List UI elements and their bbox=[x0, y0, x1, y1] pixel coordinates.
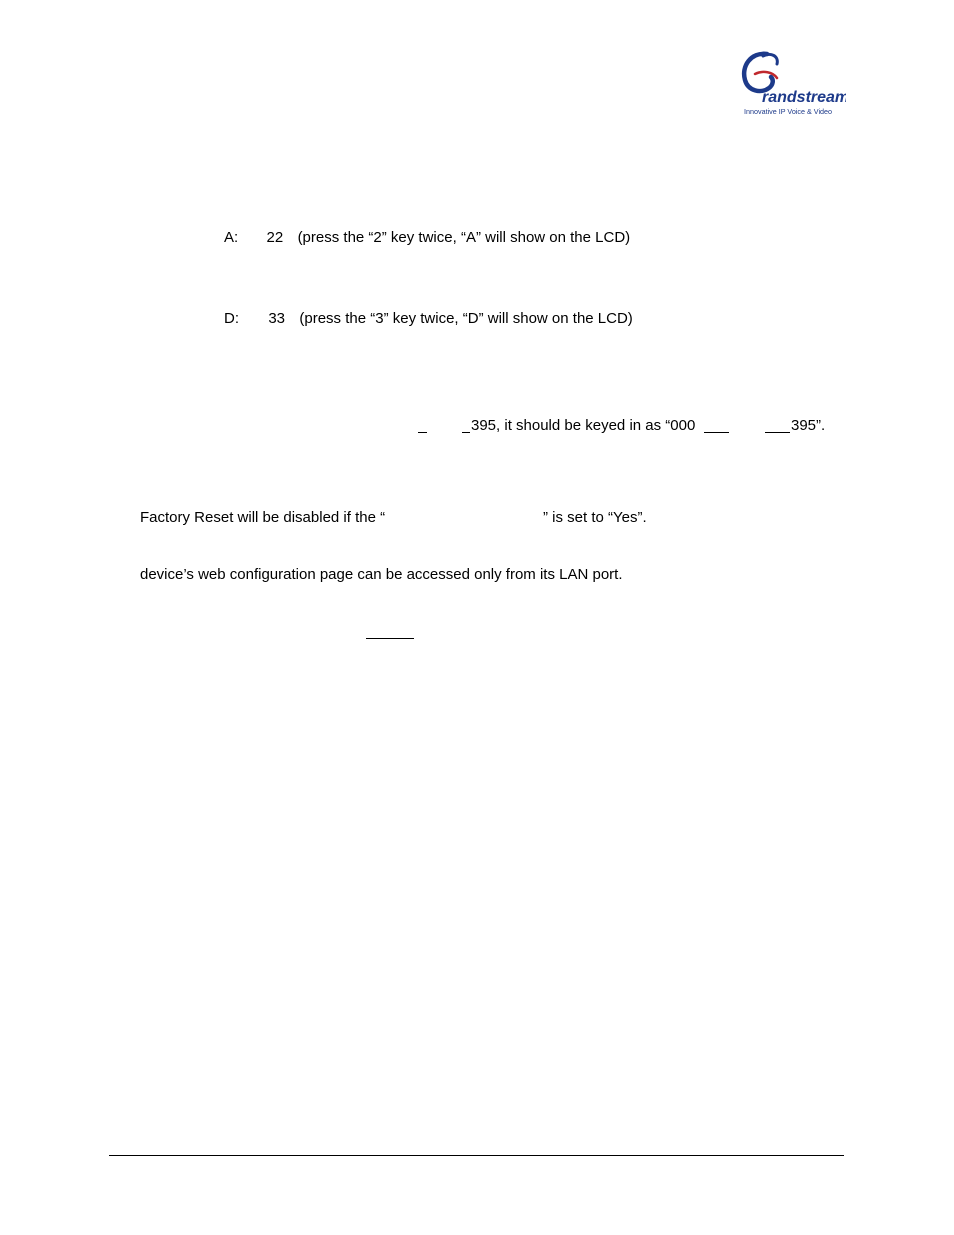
letter-d-label: D: bbox=[224, 310, 239, 327]
grandstream-logo bbox=[733, 44, 846, 120]
letter-a-note: (press the “2” key twice, “A” will show on the LCD) bbox=[297, 229, 631, 246]
underline-mark bbox=[366, 638, 414, 639]
letter-a-row bbox=[224, 229, 630, 247]
letter-a-keys: 22 bbox=[266, 229, 284, 246]
factory-reset-after: ” is set to “Yes”. bbox=[543, 509, 647, 526]
blank-underline bbox=[462, 432, 470, 433]
letter-d-keys: 33 bbox=[268, 310, 286, 327]
letter-d-row bbox=[224, 310, 633, 328]
letter-d-note: (press the “3” key twice, “D” will show on the LCD) bbox=[299, 310, 633, 327]
grandstream-logo-graphic bbox=[733, 44, 846, 120]
letter-a-label: A: bbox=[224, 229, 239, 246]
blank-underline bbox=[765, 432, 790, 433]
svg-text:randstream: randstream bbox=[762, 89, 846, 106]
blank-underline bbox=[418, 432, 427, 433]
blank-underline bbox=[704, 432, 729, 433]
footer-divider bbox=[109, 1155, 844, 1156]
factory-reset-before: Factory Reset will be disabled if the “ bbox=[140, 509, 386, 526]
example-line-part2: 395”. bbox=[791, 417, 826, 434]
web-access-text: device’s web configuration page can be accessed only from its LAN port. bbox=[140, 566, 623, 583]
svg-text:Innovative IP Voice & Video: Innovative IP Voice & Video bbox=[744, 107, 833, 116]
example-line-part1: 395, it should be keyed in as “000 bbox=[471, 417, 696, 434]
